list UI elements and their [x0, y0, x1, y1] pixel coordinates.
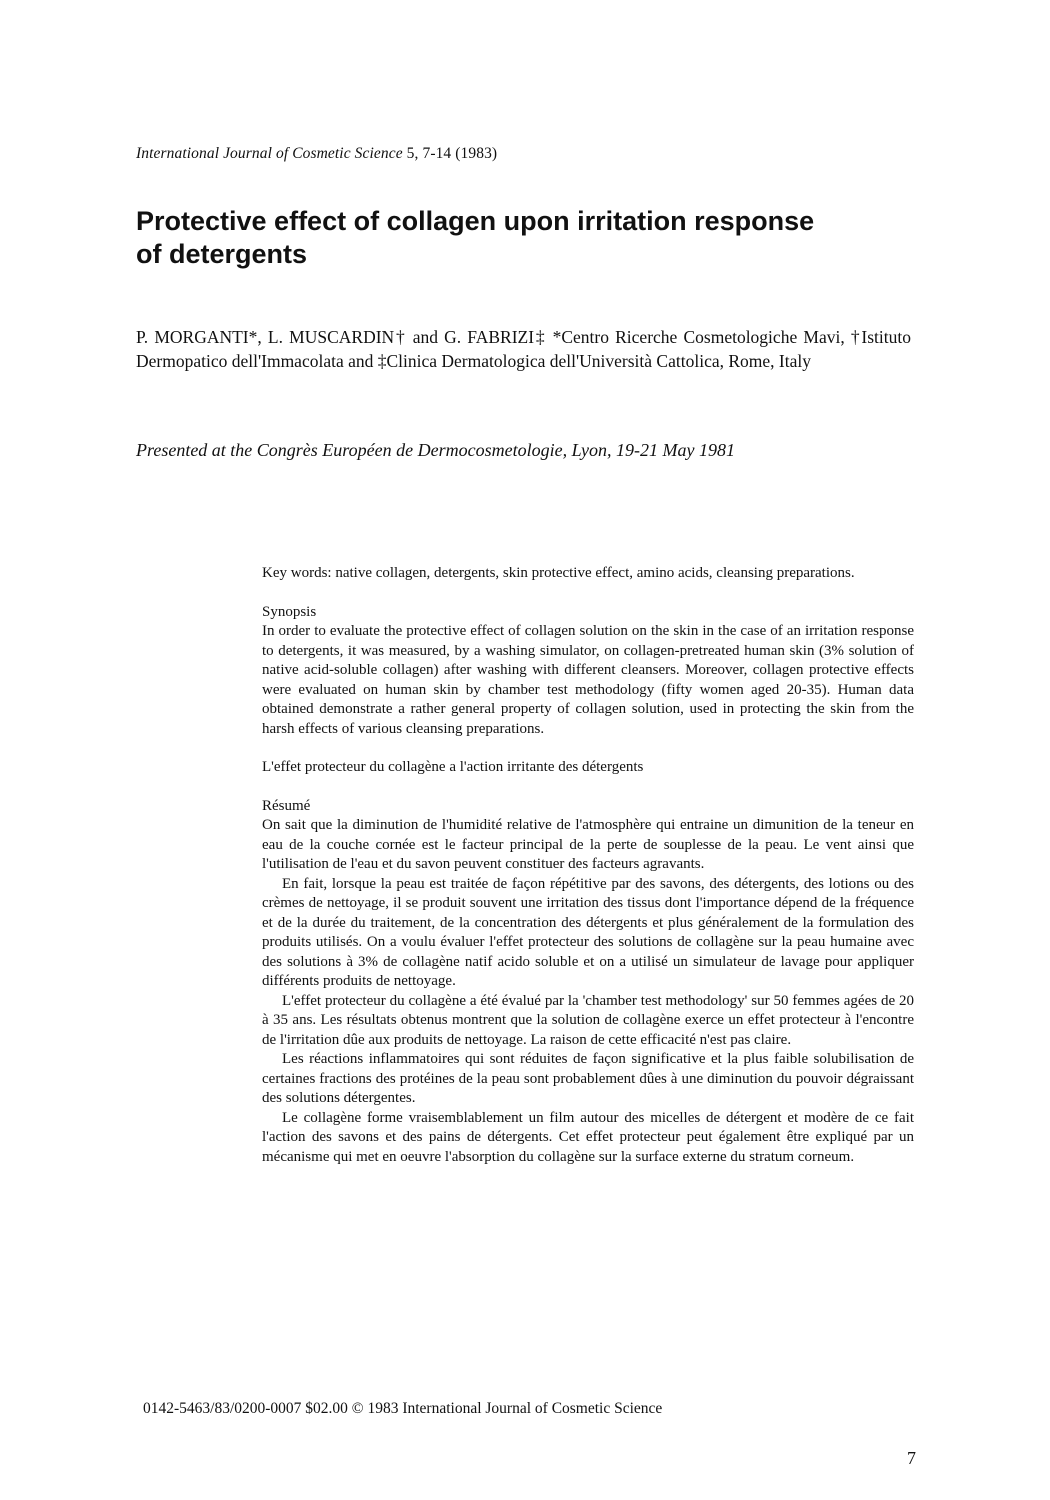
- keywords-label: Key words:: [262, 565, 332, 581]
- resume-paragraph: Les réactions inflammatoires qui sont réduites de façon significative et la plus faible solubilisation de certaines fractions des protéines de la peau sont probablement dûes à une diminution du pouvoir dégraissant des solutions détergentes.: [262, 1051, 914, 1106]
- resume-heading: Résumé: [262, 797, 311, 814]
- journal-reference: [136, 145, 497, 163]
- presented-at: Presented at the Congrès Européen de Dermocosmetologie, Lyon, 19-21 May 1981: [136, 440, 736, 460]
- resume-paragraph: En fait, lorsque la peau est traitée de façon répétitive par des savons, des détergents, des lotions ou des crèmes de nettoyage, il se produit souvent une irritation des tissus dont l'importance dépend de la fréquence et de la durée du traitement, de la concentration des détergents et plus généralement de la formulation des produits utilisés. On a voulu évaluer l'effet protecteur des solutions de collagène sur la peau humaine avec des solutions à 3% de collagène natif acido soluble et on a utilisé un simulateur de lavage pour appliquer différents produits de nettoyage.: [262, 875, 914, 989]
- resume-paragraph: Le collagène forme vraisemblablement un film autour des micelles de détergent et modère de ce fait l'action des savons et des pains de détergents. Cet effet protecteur peut également être expliqué par un mécanisme qui met en oeuvre l'absorption du collagène sur la surface externe du stratum corneum.: [262, 1109, 914, 1165]
- keywords: [262, 564, 914, 584]
- copyright-line: 0142-5463/83/0200-0007 $02.00 © 1983 International Journal of Cosmetic Science: [143, 1400, 663, 1417]
- journal-name: International Journal of Cosmetic Science: [136, 145, 403, 162]
- journal-volume-pages: 5, 7-14 (1983): [406, 145, 498, 162]
- french-title: L'effet protecteur du collagène a l'action irritante des détergents: [262, 759, 644, 775]
- synopsis-heading: Synopsis: [262, 603, 317, 620]
- keywords-text: native collagen, detergents, skin protective effect, amino acids, cleansing preparations.: [335, 565, 855, 581]
- authors-affiliations: P. MORGANTI*, L. MUSCARDIN† and G. FABRIZI‡ *Centro Ricerche Cosmetologiche Mavi, †Istituto Dermopatico dell'Immacolata and ‡Clinica Dermatologica dell'Università Cattolica, Rome, Italy: [136, 327, 911, 371]
- abstract-block: [262, 564, 914, 1167]
- resume-paragraph: L'effet protecteur du collagène a été évalué par la 'chamber test methodology' sur 50 femmes agées de 20 à 35 ans. Les résultats obtenus montrent que la solution de collagène exerce un effet protecteur à l'encontre de l'irritation dûe aux produits de nettoyage. La raison de cette efficacité n'est pas claire.: [262, 992, 914, 1048]
- synopsis-text: In order to evaluate the protective effect of collagen solution on the skin in the case of an irritation response to detergents, it was measured, by a washing simulator, on collagen-pretreated human skin (3% solution of native acid-soluble collagen) after washing with different cleansers. Moreover, collagen protective effects were evaluated on human skin by chamber test methodology (fifty women aged 20-35). Human data obtained demonstrate a rather general property of collagen solution, used in protecting the skin from the harsh effects of various cleansing preparations.: [262, 623, 914, 737]
- resume-paragraph: On sait que la diminution de l'humidité relative de l'atmosphère qui entraine un dimunition de la teneur en eau de la couche cornée est le facteur principal de la perte de souplesse de la peau. Le vent ainsi que l'utilisation de l'eau et du savon peuvent constituer des facteurs agravants.: [262, 817, 914, 872]
- page-number: 7: [907, 1448, 916, 1468]
- article-title: Protective effect of collagen upon irritation response of detergents: [136, 206, 815, 269]
